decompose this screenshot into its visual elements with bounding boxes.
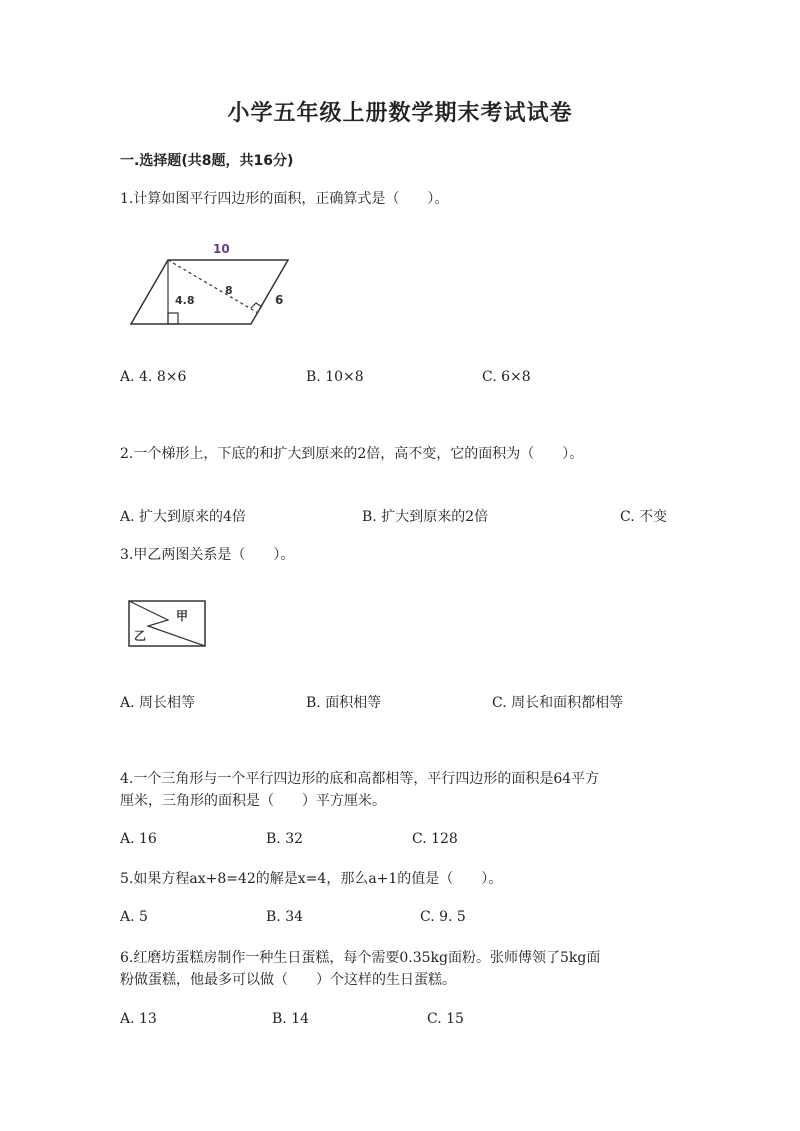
label-jia: 甲	[176, 609, 189, 623]
parallelogram-shape	[131, 260, 288, 324]
question-6-line-2: 粉做蛋糕，他最多可以做（ ）个这样的生日蛋糕。	[120, 972, 456, 988]
q2-option-a[interactable]: A. 扩大到原来的4倍	[120, 509, 246, 525]
parallelogram-figure	[125, 236, 300, 331]
question-3-text: 3.甲乙两图关系是（ ）。	[120, 547, 295, 563]
q2-option-b[interactable]: B. 扩大到原来的2倍	[362, 509, 489, 525]
label-yi: 乙	[134, 629, 147, 643]
q3-option-b[interactable]: B. 面积相等	[306, 695, 382, 711]
jia-yi-figure	[126, 598, 208, 650]
label-side: 6	[275, 293, 284, 307]
question-2-text: 2.一个梯形上，下底的和扩大到原来的2倍，高不变，它的面积为（ ）。	[120, 446, 584, 462]
right-angle-mark	[168, 313, 178, 324]
page-title: 小学五年级上册数学期末考试试卷	[227, 101, 573, 126]
q5-option-a[interactable]: A. 5	[120, 909, 148, 925]
q6-option-b[interactable]: B. 14	[272, 1011, 310, 1027]
q6-option-c[interactable]: C. 15	[427, 1011, 464, 1027]
question-5-text: 5.如果方程ax+8=42的解是x=4，那么a+1的值是（ ）。	[120, 871, 503, 887]
q1-option-c[interactable]: C. 6×8	[482, 369, 531, 385]
label-height: 4.8	[175, 294, 195, 307]
q3-option-c[interactable]: C. 周长和面积都相等	[492, 695, 624, 711]
q4-option-c[interactable]: C. 128	[412, 831, 458, 847]
q5-option-b[interactable]: B. 34	[266, 909, 304, 925]
q2-option-c[interactable]: C. 不变	[620, 509, 668, 525]
q1-option-a[interactable]: A. 4. 8×6	[120, 369, 187, 385]
q6-option-a[interactable]: A. 13	[120, 1011, 157, 1027]
q5-option-c[interactable]: C. 9. 5	[420, 909, 466, 925]
question-6-line-1: 6.红磨坊蛋糕房制作一种生日蛋糕，每个需要0.35kg面粉。张师傅领了5kg面	[120, 950, 601, 966]
question-1-text: 1.计算如图平行四边形的面积，正确算式是（ ）。	[120, 191, 449, 207]
q4-option-a[interactable]: A. 16	[120, 831, 157, 847]
q1-option-b[interactable]: B. 10×8	[306, 369, 364, 385]
section-heading: 一.选择题(共8题，共16分)	[120, 153, 294, 169]
label-diag: 8	[225, 284, 233, 297]
label-top: 10	[213, 242, 230, 256]
q3-option-a[interactable]: A. 周长相等	[120, 695, 196, 711]
question-4-line-2: 厘米，三角形的面积是（ ）平方厘米。	[120, 793, 386, 809]
q4-option-b[interactable]: B. 32	[266, 831, 304, 847]
question-4-line-1: 4.一个三角形与一个平行四边形的底和高都相等，平行四边形的面积是64平方	[120, 771, 600, 787]
